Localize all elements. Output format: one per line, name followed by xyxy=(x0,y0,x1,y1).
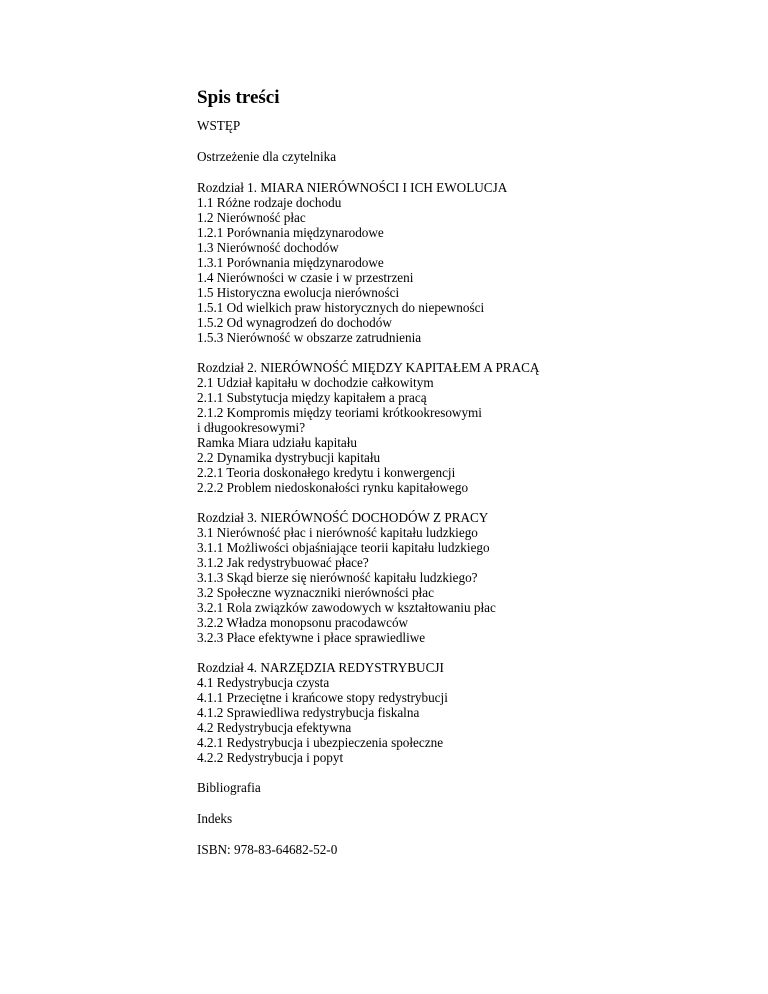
back-matter-entry: ISBN: 978-83-64682-52-0 xyxy=(197,842,338,857)
toc-entry: 2.2 Dynamika dystrybucji kapitału xyxy=(197,450,381,465)
chapter-heading: Rozdział 4. NARZĘDZIA REDYSTRYBUCJI xyxy=(197,660,444,675)
toc-entry: 4.2.2 Redystrybucja i popyt xyxy=(197,750,344,765)
toc-entry: 3.1.3 Skąd bierze się nierówność kapitału ludzkiego? xyxy=(197,570,478,585)
toc-entry: 3.2 Społeczne wyznaczniki nierówności płac xyxy=(197,585,434,600)
back-matter-entry: Indeks xyxy=(197,811,233,826)
toc-entry: 1.3 Nierówność dochodów xyxy=(197,240,339,255)
chapter-section xyxy=(197,180,717,345)
toc-entry: 2.2.2 Problem niedoskonałości rynku kapitałowego xyxy=(197,480,469,495)
front-matter xyxy=(197,118,717,164)
toc-entry: 2.2.1 Teoria doskonałego kredytu i konwergencji xyxy=(197,465,456,480)
toc-entry: 3.2.1 Rola związków zawodowych w kształtowaniu płac xyxy=(197,600,496,615)
page-title: Spis treści xyxy=(197,87,280,108)
front-matter-entry: WSTĘP xyxy=(197,118,241,133)
chapter-heading: Rozdział 1. MIARA NIERÓWNOŚCI I ICH EWOLUCJA xyxy=(197,180,508,195)
toc-entry: i długookresowymi? xyxy=(197,420,306,435)
back-matter xyxy=(197,780,717,857)
back-matter-entry: Bibliografia xyxy=(197,780,261,795)
toc-entry: 1.2 Nierówność płac xyxy=(197,210,306,225)
toc-entry: 1.5 Historyczna ewolucja nierówności xyxy=(197,285,400,300)
toc-entry: 1.5.1 Od wielkich praw historycznych do niepewności xyxy=(197,300,485,315)
toc-entry: 1.2.1 Porównania międzynarodowe xyxy=(197,225,384,240)
toc-entry: 3.1 Nierówność płac i nierówność kapitału ludzkiego xyxy=(197,525,478,540)
toc-entry: 3.1.2 Jak redystrybuować płace? xyxy=(197,555,369,570)
chapter-heading: Rozdział 2. NIERÓWNOŚĆ MIĘDZY KAPITAŁEM A PRACĄ xyxy=(197,360,540,375)
chapter-items xyxy=(197,525,717,645)
chapter-items xyxy=(197,195,717,345)
toc-entry: 4.1 Redystrybucja czysta xyxy=(197,675,330,690)
chapters-list xyxy=(197,180,717,765)
toc-entry: Ramka Miara udziału kapitału xyxy=(197,435,358,450)
toc-entry: 3.2.2 Władza monopsonu pracodawców xyxy=(197,615,409,630)
toc-entry: 1.3.1 Porównania międzynarodowe xyxy=(197,255,384,270)
chapter-items xyxy=(197,675,717,765)
toc-entry: 1.5.2 Od wynagrodzeń do dochodów xyxy=(197,315,392,330)
toc-entry: 2.1.1 Substytucja między kapitałem a pracą xyxy=(197,390,427,405)
front-matter-entry: Ostrzeżenie dla czytelnika xyxy=(197,149,337,164)
toc-entry: 4.2.1 Redystrybucja i ubezpieczenia społeczne xyxy=(197,735,444,750)
chapter-section xyxy=(197,660,717,765)
chapter-items xyxy=(197,375,717,495)
toc-entry: 2.1.2 Kompromis między teoriami krótkookresowymi xyxy=(197,405,482,420)
toc-entry: 4.1.2 Sprawiedliwa redystrybucja fiskalna xyxy=(197,705,420,720)
chapter-heading: Rozdział 3. NIERÓWNOŚĆ DOCHODÓW Z PRACY xyxy=(197,510,489,525)
toc-entry: 2.1 Udział kapitału w dochodzie całkowitym xyxy=(197,375,434,390)
toc-entry: 3.2.3 Płace efektywne i płace sprawiedliwe xyxy=(197,630,426,645)
table-of-contents xyxy=(197,86,717,873)
chapter-section xyxy=(197,360,717,495)
toc-entry: 1.5.3 Nierówność w obszarze zatrudnienia xyxy=(197,330,422,345)
chapter-section xyxy=(197,510,717,645)
toc-entry: 4.2 Redystrybucja efektywna xyxy=(197,720,352,735)
toc-entry: 1.1 Różne rodzaje dochodu xyxy=(197,195,342,210)
toc-entry: 4.1.1 Przeciętne i krańcowe stopy redystrybucji xyxy=(197,690,448,705)
toc-entry: 1.4 Nierówności w czasie i w przestrzeni xyxy=(197,270,414,285)
toc-entry: 3.1.1 Możliwości objaśniające teorii kapitału ludzkiego xyxy=(197,540,490,555)
